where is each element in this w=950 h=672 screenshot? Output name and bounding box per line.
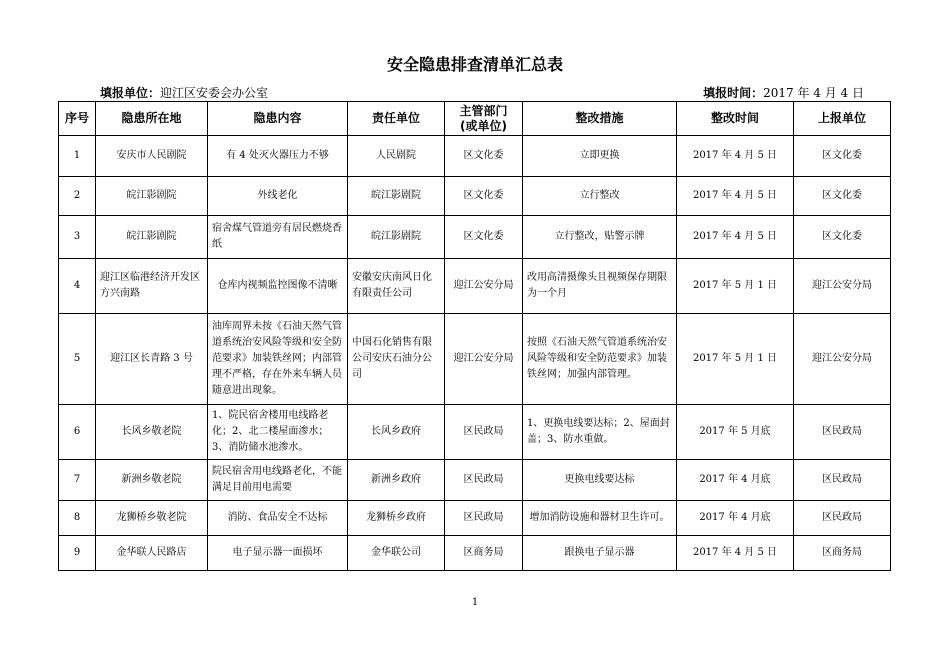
cell-deadline: 2017 年 5 月 1 日 bbox=[677, 314, 794, 405]
cell-index: 5 bbox=[59, 314, 96, 405]
cell-responsible-unit: 皖江影剧院 bbox=[348, 177, 445, 216]
cell-authority: 区民政局 bbox=[445, 501, 523, 536]
cell-reporting-unit: 区文化委 bbox=[794, 177, 891, 216]
cell-reporting-unit: 区民政局 bbox=[794, 501, 891, 536]
cell-deadline: 2017 年 4 月 5 日 bbox=[677, 536, 794, 571]
cell-measures: 立行整改 bbox=[523, 177, 677, 216]
header-measures: 整改措施 bbox=[523, 102, 677, 136]
cell-deadline: 2017 年 4 月底 bbox=[677, 501, 794, 536]
report-time-value: 2017 年 4 月 4 日 bbox=[763, 86, 864, 100]
table-row bbox=[59, 314, 891, 405]
cell-authority: 迎江公安分局 bbox=[445, 314, 523, 405]
cell-measures: 立即更换 bbox=[523, 136, 677, 177]
cell-deadline: 2017 年 4 月底 bbox=[677, 460, 794, 501]
report-unit-value: 迎江区安委会办公室 bbox=[160, 86, 269, 100]
cell-reporting-unit: 区文化委 bbox=[794, 216, 891, 259]
cell-hazard: 电子显示器一面损坏 bbox=[208, 536, 348, 571]
cell-authority: 区文化委 bbox=[445, 177, 523, 216]
cell-index: 4 bbox=[59, 259, 96, 314]
cell-reporting-unit: 迎江公安分局 bbox=[794, 259, 891, 314]
header-deadline: 整改时间 bbox=[677, 102, 794, 136]
table-row bbox=[59, 405, 891, 460]
hazard-table bbox=[58, 101, 891, 571]
cell-index: 8 bbox=[59, 501, 96, 536]
cell-responsible-unit: 长风乡政府 bbox=[348, 405, 445, 460]
cell-index: 2 bbox=[59, 177, 96, 216]
cell-authority: 迎江公安分局 bbox=[445, 259, 523, 314]
document-title: 安全隐患排查清单汇总表 bbox=[386, 55, 563, 74]
report-unit bbox=[100, 84, 268, 101]
table-row bbox=[59, 136, 891, 177]
cell-responsible-unit: 中国石化销售有限公司安庆石油分公司 bbox=[348, 314, 445, 405]
cell-authority: 区商务局 bbox=[445, 536, 523, 571]
cell-location: 迎江区长青路 3 号 bbox=[96, 314, 208, 405]
cell-reporting-unit: 区文化委 bbox=[794, 136, 891, 177]
cell-responsible-unit: 龙狮桥乡政府 bbox=[348, 501, 445, 536]
cell-measures: 增加消防设施和器材卫生许可。 bbox=[523, 501, 677, 536]
cell-measures: 更换电线要达标 bbox=[523, 460, 677, 501]
cell-reporting-unit: 迎江公安分局 bbox=[794, 314, 891, 405]
table-row bbox=[59, 501, 891, 536]
table-row bbox=[59, 460, 891, 501]
cell-location: 金华联人民路店 bbox=[96, 536, 208, 571]
cell-reporting-unit: 区民政局 bbox=[794, 460, 891, 501]
cell-measures: 立行整改，贴警示牌 bbox=[523, 216, 677, 259]
cell-responsible-unit: 皖江影剧院 bbox=[348, 216, 445, 259]
cell-deadline: 2017 年 5 月 1 日 bbox=[677, 259, 794, 314]
page-number: 1 bbox=[471, 597, 479, 608]
cell-hazard: 消防、食品安全不达标 bbox=[208, 501, 348, 536]
cell-measures: 改用高清摄像头且视频保存期限为一个月 bbox=[523, 259, 677, 314]
header-authority: 主管部门 (或单位) bbox=[445, 102, 523, 136]
table-row bbox=[59, 216, 891, 259]
cell-index: 9 bbox=[59, 536, 96, 571]
table-row bbox=[59, 177, 891, 216]
cell-deadline: 2017 年 4 月 5 日 bbox=[677, 136, 794, 177]
header-location: 隐患所在地 bbox=[96, 102, 208, 136]
cell-authority: 区民政局 bbox=[445, 460, 523, 501]
report-unit-label: 填报单位： bbox=[100, 86, 161, 100]
cell-hazard: 院民宿舍用电线路老化，不能满足目前用电需要 bbox=[208, 460, 348, 501]
cell-index: 6 bbox=[59, 405, 96, 460]
cell-hazard: 宿舍煤气管道旁有居民燃烧香纸 bbox=[208, 216, 348, 259]
cell-authority: 区文化委 bbox=[445, 136, 523, 177]
cell-reporting-unit: 区商务局 bbox=[794, 536, 891, 571]
cell-hazard: 仓库内视频监控图像不清晰 bbox=[208, 259, 348, 314]
cell-index: 1 bbox=[59, 136, 96, 177]
cell-responsible-unit: 新洲乡政府 bbox=[348, 460, 445, 501]
cell-authority: 区民政局 bbox=[445, 405, 523, 460]
cell-index: 7 bbox=[59, 460, 96, 501]
cell-location: 新洲乡敬老院 bbox=[96, 460, 208, 501]
cell-hazard: 有 4 处灭火器压力不够 bbox=[208, 136, 348, 177]
header-index: 序号 bbox=[59, 102, 96, 136]
cell-deadline: 2017 年 4 月 5 日 bbox=[677, 216, 794, 259]
table-row bbox=[59, 536, 891, 571]
cell-location: 龙狮桥乡敬老院 bbox=[96, 501, 208, 536]
cell-responsible-unit: 安徽安庆南风日化有限责任公司 bbox=[348, 259, 445, 314]
cell-deadline: 2017 年 4 月 5 日 bbox=[677, 177, 794, 216]
cell-authority: 区文化委 bbox=[445, 216, 523, 259]
cell-index: 3 bbox=[59, 216, 96, 259]
report-time-label: 填报时间： bbox=[703, 86, 764, 100]
cell-location: 皖江影剧院 bbox=[96, 177, 208, 216]
cell-location: 迎江区临港经济开发区方兴南路 bbox=[96, 259, 208, 314]
cell-hazard: 外线老化 bbox=[208, 177, 348, 216]
report-time bbox=[703, 84, 864, 101]
header-responsible-unit: 责任单位 bbox=[348, 102, 445, 136]
cell-location: 皖江影剧院 bbox=[96, 216, 208, 259]
cell-hazard: 油库周界未按《石油天然气管道系统治安风险等级和安全防范要求》加装铁丝网；内部管理不严格，存在外来车辆人员随意进出现象。 bbox=[208, 314, 348, 405]
cell-hazard: 1、院民宿舍楼用电线路老化；2、北二楼屋面渗水；3、消防储水池渗水。 bbox=[208, 405, 348, 460]
cell-measures: 1、更换电线要达标；2、屋面封盖；3、防水重做。 bbox=[523, 405, 677, 460]
cell-location: 长风乡敬老院 bbox=[96, 405, 208, 460]
cell-reporting-unit: 区民政局 bbox=[794, 405, 891, 460]
header-hazard: 隐患内容 bbox=[208, 102, 348, 136]
cell-responsible-unit: 人民剧院 bbox=[348, 136, 445, 177]
cell-measures: 跟换电子显示器 bbox=[523, 536, 677, 571]
cell-deadline: 2017 年 5 月底 bbox=[677, 405, 794, 460]
table-row bbox=[59, 259, 891, 314]
cell-measures: 按照《石油天然气管道系统治安风险等级和安全防范要求》加装铁丝网；加强内部管理。 bbox=[523, 314, 677, 405]
header-reporting-unit: 上报单位 bbox=[794, 102, 891, 136]
cell-responsible-unit: 金华联公司 bbox=[348, 536, 445, 571]
cell-location: 安庆市人民剧院 bbox=[96, 136, 208, 177]
table-header-row bbox=[59, 102, 891, 136]
